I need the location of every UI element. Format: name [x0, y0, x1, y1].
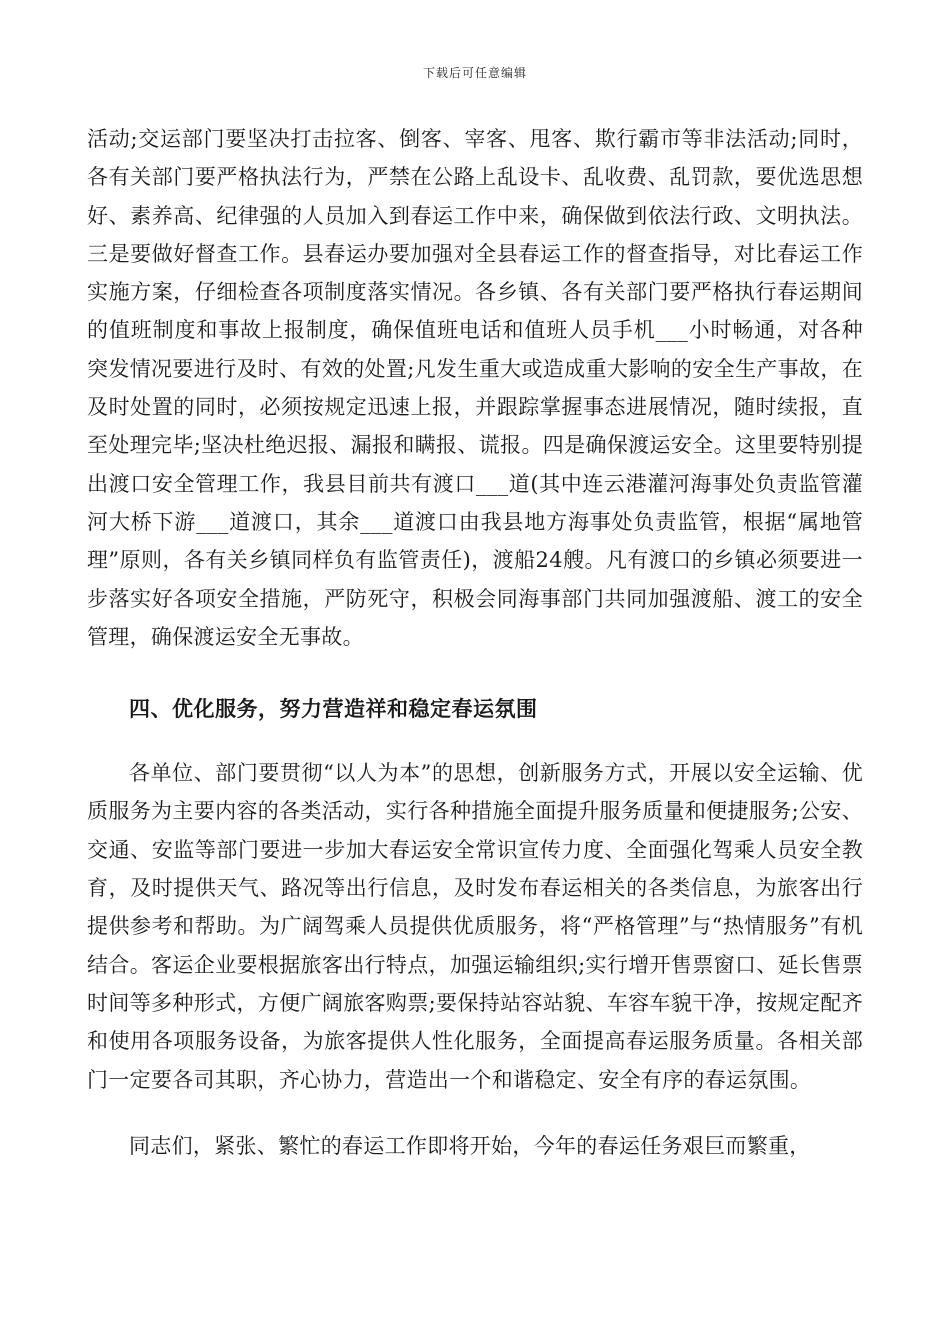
paragraph-closing: 同志们，紧张、繁忙的春运工作即将开始，今年的春运任务艰巨而繁重，: [129, 1133, 811, 1158]
section-heading-4: 四、优化服务，努力营造祥和稳定春运氛围: [129, 696, 538, 722]
page-header-note: 下载后可任意编辑: [422, 66, 527, 80]
paragraph-continuation: 活动;交运部门要坚决打击拉客、倒客、宰客、甩客、欺行霸市等非法活动;同时，各有关部门要严格执法行为，严禁在公路上乱设卡、乱收费、乱罚款，要优选思想好、素养高、纪律强的人员加入到春运工作中来，确保做到依法行政、文明执法。三是要做好督查工作。县春运办要加强对全县春运工作的督查指导，对比春运工作实施方案，仔细检查各项制度落实情况。各乡镇、各有关部门要严格执行春运期间的值班制度和事故上报制度，确保值班电话和值班人员手机___小时畅通，对各种突发情况要进行及时、有效的处置;凡发生重大或造成重大影响的安全生产事故，在及时处置的同时，必须按规定迅速上报，并跟踪掌握事态进展情况，随时续报，直至处理完毕;坚决杜绝迟报、漏报和瞒报、谎报。四是确保渡运安全。这里要特别提出渡口安全管理工作，我县目前共有渡口___道(其中连云港灌河海事处负责监管灌河大桥下游___道渡口，其余___道渡口由我县地方海事处负责监管，根据“属地管理”原则，各有关乡镇同样负有监管责任)，渡船24艘。凡有渡口的乡镇必须要进一步落实好各项安全措施，严防死守，积极会同海事部门共同加强渡船、渡工的安全管理，确保渡运安全无事故。: [87, 127, 863, 649]
paragraph-service: 各单位、部门要贯彻“以人为本”的思想，创新服务方式，开展以安全运输、优质服务为主要内容的各类活动，实行各种措施全面提升服务质量和便捷服务;公安、交通、安监等部门要进一步加大春运安全常识宣传力度、全面强化驾乘人员安全教育，及时提供天气、路况等出行信息，及时发布春运相关的各类信息，为旅客出行提供参考和帮助。为广阔驾乘人员提供优质服务，将“严格管理”与“热情服务”有机结合。客运企业要根据旅客出行特点，加强运输组织;实行增开售票窗口、延长售票时间等多种形式，方便广阔旅客购票;要保持站容站貌、车容车貌干净，按规定配齐和使用各项服务设备，为旅客提供人性化服务，全面提高春运服务质量。各相关部门一定要各司其职，齐心协力，营造出一个和谐稳定、安全有序的春运氛围。: [87, 761, 863, 1092]
document-body: [87, 120, 863, 1165]
